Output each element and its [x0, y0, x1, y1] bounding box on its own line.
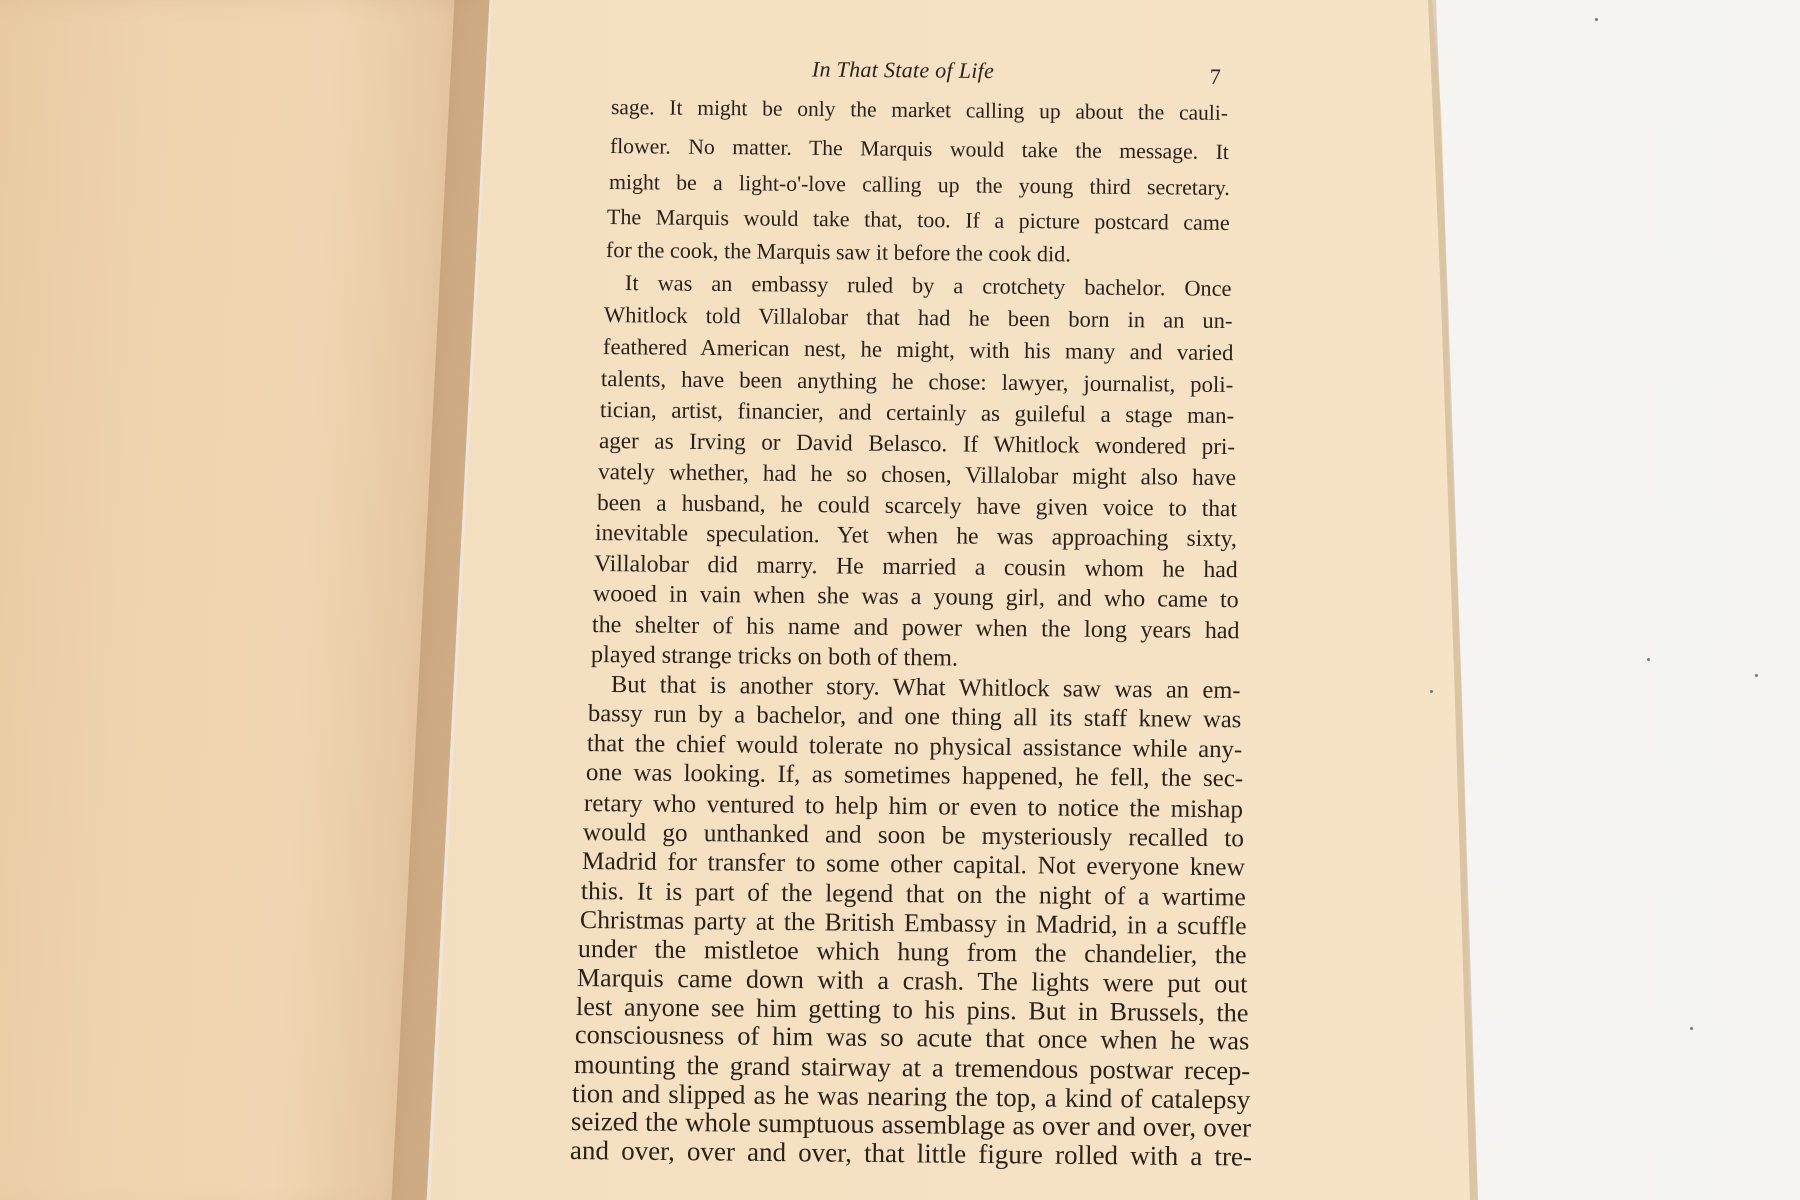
page-number: 7 [1209, 63, 1221, 90]
text-line: Whitlock told Villalobar that had he been born in an un- [603, 302, 1233, 334]
text-line: The Marquis would take that, too. If a picture postcard came [607, 203, 1231, 235]
text-line: Madrid for transfer to some other capital. Not everyone knew [581, 846, 1246, 882]
text-line: sage. It might be only the market calling up about the cauli- [610, 95, 1229, 126]
dust-speck [1755, 674, 1758, 677]
text-line: that the chief would tolerate no physical assistance while any- [586, 729, 1243, 764]
dust-speck [1430, 690, 1433, 693]
text-line: Villalobar did marry. He married a cousin whom he had [593, 550, 1238, 583]
text-line: been a husband, he could scarcely have given voice to that [596, 489, 1237, 522]
text-line: ager as Irving or David Belasco. If Whitlock wondered pri- [598, 428, 1236, 461]
running-title: In That State of Life [811, 56, 995, 84]
text-line: tion and slipped as he was nearing the top, a kind of catalepsy [572, 1077, 1251, 1115]
text-line: under the mistletoe which hung from the chandelier, the [578, 933, 1248, 970]
text-line: one was looking. If, as sometimes happened, he fell, the sec- [585, 759, 1243, 793]
text-line: mounting the grand stairway at a tremendous postwar recep- [573, 1048, 1250, 1086]
text-line: played strange tricks on both of them. [590, 640, 958, 672]
text-line: feathered American nest, he might, with his many and varied [602, 334, 1234, 366]
text-line: It was an embassy ruled by a crotchety bachelor. Once [624, 270, 1232, 301]
text-line: Marquis came down with a crash. The lights were put out [577, 962, 1248, 999]
text-line: talents, have been anything he chose: lawyer, journalist, poli- [601, 365, 1234, 397]
text-line: But that is another story. What Whitlock saw was an em- [611, 670, 1241, 704]
text-line: for the cook, the Marquis saw it before the cook did. [606, 237, 1072, 267]
text-line: bassy run by a bachelor, and one thing all its staff knew was [587, 700, 1242, 734]
text-line: wooed in vain when she was a young girl, and who came to [592, 580, 1239, 614]
text-line: and over, over and over, that little figure rolled with a tre- [569, 1134, 1253, 1172]
dust-speck [1647, 658, 1650, 661]
text-line: flower. No matter. The Marquis would take the message. It [609, 134, 1229, 165]
text-line: retary who ventured to help him or even to notice the mishap [584, 789, 1244, 823]
text-line: might be a light-o'-love calling up the young third secretary. [608, 169, 1230, 200]
dust-speck [1690, 1027, 1693, 1030]
text-line: Christmas party at the British Embassy in Madrid, in a scuffle [579, 905, 1247, 941]
text-line: vately whether, had he so chosen, Villalobar might also have [597, 459, 1236, 492]
text-line: this. It is part of the legend that on the night of a wartime [580, 876, 1246, 912]
text-line: seized the whole sumptuous assemblage as over and over, over [571, 1106, 1252, 1143]
text-line: consciousness of him was so acute that once when he was [574, 1020, 1250, 1056]
text-line: the shelter of his name and power when the long years had [591, 611, 1240, 645]
text-line: inevitable speculation. Yet when he was approaching sixty, [595, 520, 1238, 553]
text-line: lest anyone see him getting to his pins. But in Brussels, the [575, 991, 1249, 1028]
text-line: tician, artist, financier, and certainly as guileful a stage man- [600, 397, 1235, 429]
text-line: would go unthanked and soon be mysteriously recalled to [583, 818, 1245, 853]
dust-speck [1595, 18, 1598, 21]
